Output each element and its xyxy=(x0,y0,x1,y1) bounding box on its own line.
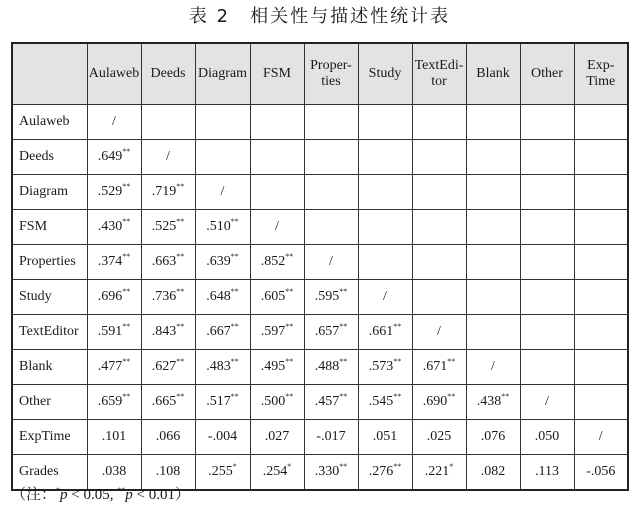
note-threshold-2: < 0.01） xyxy=(132,487,190,503)
significance-marker: ** xyxy=(285,357,294,366)
table-cell xyxy=(195,245,250,280)
cell-value: -.056 xyxy=(586,464,616,479)
table-cell xyxy=(87,245,141,280)
table-cell xyxy=(304,140,358,175)
cell-value: .597 xyxy=(260,324,286,339)
table-cell xyxy=(304,420,358,455)
cell-value: .649 xyxy=(97,149,123,164)
table-cell xyxy=(358,175,412,210)
significance-marker: ** xyxy=(393,322,402,331)
header-corner-cell xyxy=(12,43,87,105)
table-cell xyxy=(574,315,628,350)
cell-value: .500 xyxy=(260,394,286,409)
significance-marker: ** xyxy=(230,217,239,226)
table-cell xyxy=(304,315,358,350)
table-cell xyxy=(195,315,250,350)
table-row xyxy=(12,245,628,280)
table-cell xyxy=(574,385,628,420)
note-threshold-1: < 0.05, xyxy=(67,487,118,503)
significance-marker: ** xyxy=(285,287,294,296)
table-cell xyxy=(520,140,574,175)
correlation-table xyxy=(11,42,629,491)
row-label: Deeds xyxy=(12,140,87,175)
significance-marker: ** xyxy=(230,357,239,366)
cell-value: -.004 xyxy=(207,429,238,444)
table-cell xyxy=(304,455,358,491)
column-header: Aulaweb xyxy=(87,43,141,105)
cell-value: .495 xyxy=(260,359,286,374)
table-cell xyxy=(358,350,412,385)
table-cell xyxy=(358,280,412,315)
table-cell xyxy=(358,245,412,280)
significance-marker: ** xyxy=(122,322,131,331)
cell-value: .221 xyxy=(424,464,450,479)
cell-value: .591 xyxy=(97,324,123,339)
row-label: Diagram xyxy=(12,175,87,210)
table-body xyxy=(12,105,628,491)
table-cell xyxy=(466,210,520,245)
column-header: Diagram xyxy=(195,43,250,105)
row-label: Properties xyxy=(12,245,87,280)
cell-value: .038 xyxy=(101,464,127,479)
cell-value: .082 xyxy=(480,464,506,479)
column-header: Deeds xyxy=(141,43,195,105)
significance-marker: * xyxy=(232,462,237,471)
cell-value: .330 xyxy=(314,464,340,479)
cell-value: / xyxy=(491,359,495,374)
cell-value: .025 xyxy=(426,429,452,444)
table-cell xyxy=(304,350,358,385)
note-sig-star-1: * xyxy=(56,486,61,495)
significance-marker: ** xyxy=(122,252,131,261)
table-cell xyxy=(520,105,574,140)
significance-marker: * xyxy=(287,462,292,471)
table-cell xyxy=(141,420,195,455)
table-cell xyxy=(574,140,628,175)
table-cell xyxy=(466,105,520,140)
column-header: Study xyxy=(358,43,412,105)
significance-marker: ** xyxy=(176,392,185,401)
significance-marker: ** xyxy=(176,252,185,261)
row-label: TextEditor xyxy=(12,315,87,350)
table-cell xyxy=(87,420,141,455)
table-cell xyxy=(87,315,141,350)
column-header: Blank xyxy=(466,43,520,105)
significance-marker: ** xyxy=(285,322,294,331)
table-cell xyxy=(195,210,250,245)
cell-value: / xyxy=(275,219,279,234)
table-cell xyxy=(195,105,250,140)
cell-value: .255 xyxy=(208,464,233,479)
column-header: TextEdi-tor xyxy=(412,43,466,105)
table-cell xyxy=(574,175,628,210)
significance-marker: ** xyxy=(501,392,510,401)
table-cell xyxy=(250,245,304,280)
significance-marker: ** xyxy=(122,392,131,401)
cell-value: -.017 xyxy=(316,429,346,444)
table-cell xyxy=(250,315,304,350)
cell-value: .667 xyxy=(206,324,231,339)
cell-value: .430 xyxy=(97,219,123,234)
table-cell xyxy=(250,140,304,175)
significance-marker: ** xyxy=(122,217,131,226)
table-cell xyxy=(358,210,412,245)
table-cell xyxy=(412,245,466,280)
cell-value: .529 xyxy=(97,184,123,199)
table-cell xyxy=(195,420,250,455)
table-cell xyxy=(412,315,466,350)
cell-value: .545 xyxy=(368,394,394,409)
row-label: ExpTime xyxy=(12,420,87,455)
cell-value: .595 xyxy=(314,289,340,304)
table-cell xyxy=(574,245,628,280)
cell-value: .113 xyxy=(535,464,559,479)
row-label: Study xyxy=(12,280,87,315)
table-cell xyxy=(250,105,304,140)
table-cell xyxy=(466,175,520,210)
table-row xyxy=(12,140,628,175)
table-cell xyxy=(141,245,195,280)
significance-marker: ** xyxy=(230,392,239,401)
table-cell xyxy=(195,350,250,385)
table-cell xyxy=(520,175,574,210)
cell-value: .457 xyxy=(314,394,340,409)
significance-marker: ** xyxy=(339,462,348,471)
table-cell xyxy=(304,280,358,315)
cell-value: .438 xyxy=(476,394,502,409)
cell-value: .051 xyxy=(372,429,398,444)
table-row xyxy=(12,315,628,350)
significance-marker: ** xyxy=(176,357,185,366)
significance-marker: ** xyxy=(339,322,348,331)
table-cell xyxy=(358,315,412,350)
note-prefix: （注： xyxy=(11,487,57,503)
row-label: Aulaweb xyxy=(12,105,87,140)
cell-value: .374 xyxy=(97,254,123,269)
table-cell xyxy=(195,385,250,420)
table-cell xyxy=(412,385,466,420)
significance-marker: ** xyxy=(339,392,348,401)
table-cell xyxy=(412,105,466,140)
table-cell xyxy=(412,175,466,210)
table-cell xyxy=(466,455,520,491)
table-cell xyxy=(304,210,358,245)
table-cell xyxy=(412,210,466,245)
column-header: FSM xyxy=(250,43,304,105)
significance-marker: ** xyxy=(285,392,294,401)
cell-value: .076 xyxy=(480,429,506,444)
table-cell xyxy=(412,350,466,385)
cell-value: / xyxy=(166,149,170,164)
table-cell xyxy=(141,175,195,210)
cell-value: .657 xyxy=(314,324,340,339)
table-cell xyxy=(250,210,304,245)
table-cell xyxy=(250,455,304,491)
significance-marker: ** xyxy=(230,287,239,296)
cell-value: .510 xyxy=(206,219,231,234)
table-cell xyxy=(250,175,304,210)
table-row xyxy=(12,385,628,420)
table-cell xyxy=(574,280,628,315)
cell-value: .661 xyxy=(368,324,394,339)
cell-value: .483 xyxy=(206,359,231,374)
table-cell xyxy=(412,140,466,175)
table-cell xyxy=(358,140,412,175)
cell-value: .573 xyxy=(368,359,394,374)
significance-marker: ** xyxy=(122,287,131,296)
table-cell xyxy=(412,420,466,455)
cell-value: .663 xyxy=(151,254,177,269)
cell-value: .066 xyxy=(155,429,181,444)
significance-marker: ** xyxy=(176,182,185,191)
cell-value: .488 xyxy=(314,359,340,374)
table-cell xyxy=(141,280,195,315)
note-p-symbol-1: p xyxy=(60,487,68,503)
significance-marker: ** xyxy=(176,287,185,296)
cell-value: .605 xyxy=(260,289,286,304)
table-cell xyxy=(304,385,358,420)
significance-marker: ** xyxy=(339,287,348,296)
note-p-symbol-2: p xyxy=(125,487,133,503)
table-cell xyxy=(520,280,574,315)
cell-value: / xyxy=(598,429,603,444)
table-cell xyxy=(574,420,628,455)
cell-value: / xyxy=(329,254,333,269)
table-cell xyxy=(87,280,141,315)
table-row xyxy=(12,280,628,315)
significance-marker: ** xyxy=(339,357,348,366)
cell-value: / xyxy=(220,184,225,199)
table-cell xyxy=(358,105,412,140)
table-row xyxy=(12,350,628,385)
row-label: Other xyxy=(12,385,87,420)
table-cell xyxy=(141,315,195,350)
note-sig-star-2: ** xyxy=(117,486,126,495)
cell-value: .525 xyxy=(151,219,177,234)
cell-value: .671 xyxy=(422,359,448,374)
table-cell xyxy=(250,385,304,420)
cell-value: .690 xyxy=(422,394,448,409)
table-cell xyxy=(304,175,358,210)
table-cell xyxy=(574,210,628,245)
table-cell xyxy=(466,315,520,350)
table-cell xyxy=(520,315,574,350)
table-cell xyxy=(466,245,520,280)
cell-value: .843 xyxy=(151,324,177,339)
table-cell xyxy=(412,455,466,491)
cell-value: .665 xyxy=(151,394,177,409)
table-cell xyxy=(520,350,574,385)
cell-value: .852 xyxy=(260,254,286,269)
significance-marker: ** xyxy=(393,357,402,366)
cell-value: .517 xyxy=(206,394,231,409)
cell-value: .276 xyxy=(368,464,394,479)
column-header: Other xyxy=(520,43,574,105)
table-cell xyxy=(466,140,520,175)
significance-marker: ** xyxy=(447,357,456,366)
table-cell xyxy=(520,210,574,245)
table-cell xyxy=(87,105,141,140)
significance-marker: ** xyxy=(447,392,456,401)
cell-value: .254 xyxy=(262,464,288,479)
significance-marker: * xyxy=(449,462,454,471)
table-cell xyxy=(304,245,358,280)
table-cell xyxy=(87,350,141,385)
table-cell xyxy=(141,105,195,140)
table-cell xyxy=(195,280,250,315)
table-cell xyxy=(574,105,628,140)
cell-value: .477 xyxy=(97,359,123,374)
significance-marker: ** xyxy=(230,252,239,261)
table-cell xyxy=(304,105,358,140)
table-cell xyxy=(574,455,628,491)
table-cell xyxy=(250,350,304,385)
cell-value: .659 xyxy=(97,394,123,409)
table-cell xyxy=(250,280,304,315)
table-cell xyxy=(358,455,412,491)
cell-value: .719 xyxy=(151,184,177,199)
column-header: Exp-Time xyxy=(574,43,628,105)
cell-value: / xyxy=(545,394,549,409)
table-row xyxy=(12,175,628,210)
significance-marker: ** xyxy=(122,357,131,366)
table-cell xyxy=(466,385,520,420)
significance-marker: ** xyxy=(285,252,294,261)
row-label: Grades xyxy=(12,455,87,491)
table-cell xyxy=(358,385,412,420)
table-cell xyxy=(195,140,250,175)
cell-value: .639 xyxy=(206,254,231,269)
table-cell xyxy=(412,280,466,315)
cell-value: .027 xyxy=(264,429,290,444)
row-label: Blank xyxy=(12,350,87,385)
cell-value: .101 xyxy=(101,429,127,444)
cell-value: .627 xyxy=(151,359,177,374)
cell-value: .736 xyxy=(151,289,177,304)
table-cell xyxy=(520,385,574,420)
cell-value: .648 xyxy=(206,289,231,304)
cell-value: .050 xyxy=(534,429,560,444)
table-cell xyxy=(87,385,141,420)
cell-value: / xyxy=(112,114,116,129)
significance-marker: ** xyxy=(230,322,239,331)
cell-value: .696 xyxy=(97,289,123,304)
significance-marker: ** xyxy=(122,147,131,156)
row-label: FSM xyxy=(12,210,87,245)
table-cell xyxy=(141,140,195,175)
significance-marker: ** xyxy=(122,182,131,191)
table-title: 表 2 相关性与描述性统计表 xyxy=(188,6,451,27)
table-cell xyxy=(250,420,304,455)
table-cell xyxy=(87,140,141,175)
cell-value: .108 xyxy=(155,464,181,479)
header-row xyxy=(12,43,628,105)
table-cell xyxy=(574,350,628,385)
table-cell xyxy=(195,175,250,210)
table-cell xyxy=(466,280,520,315)
table-cell xyxy=(466,420,520,455)
table-cell xyxy=(466,350,520,385)
cell-value: / xyxy=(437,324,441,339)
table-cell xyxy=(87,210,141,245)
significance-marker: ** xyxy=(393,462,402,471)
table-cell xyxy=(520,245,574,280)
table-cell xyxy=(520,420,574,455)
table-cell xyxy=(520,455,574,491)
significance-marker: ** xyxy=(176,217,185,226)
table-cell xyxy=(141,210,195,245)
table-cell xyxy=(141,385,195,420)
table-cell xyxy=(141,350,195,385)
table-cell xyxy=(87,175,141,210)
table-note xyxy=(11,484,190,506)
table-row xyxy=(12,210,628,245)
column-header: Proper-ties xyxy=(304,43,358,105)
table-cell xyxy=(358,420,412,455)
significance-marker: ** xyxy=(393,392,402,401)
table-row xyxy=(12,105,628,140)
cell-value: / xyxy=(383,289,387,304)
significance-marker: ** xyxy=(176,322,185,331)
table-row xyxy=(12,420,628,455)
table-cell xyxy=(195,455,250,491)
